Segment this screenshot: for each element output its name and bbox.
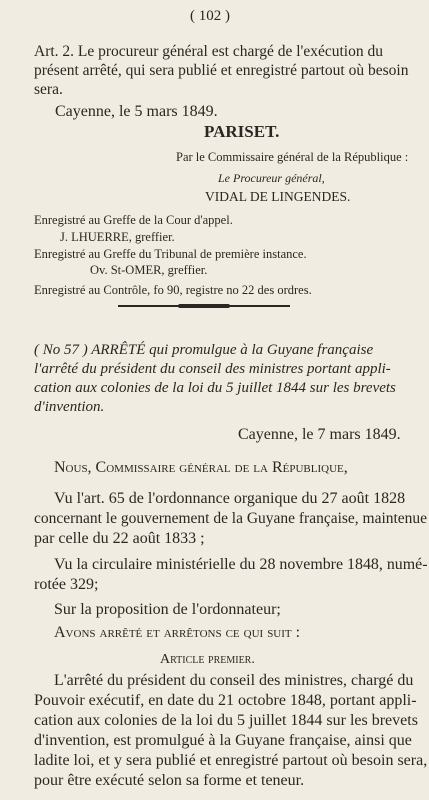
article-body-4: d'invention, est promulgué à la Guyane française, ainsi que xyxy=(34,732,412,749)
arrete-heading-2: l'arrêté du président du conseil des ministres portant appli- xyxy=(34,361,391,377)
vu-1-line-c: par celle du 22 août 1833 ; xyxy=(34,530,205,547)
registration-3: Enregistré au Contrôle, fo 90, registre no 22 des ordres. xyxy=(34,283,312,297)
clerk-1: J. LHUERRE, greffier. xyxy=(60,230,175,244)
art2-line-3: sera. xyxy=(34,81,63,98)
arrete-nous: Nous, Commissaire général de la République, xyxy=(54,459,348,476)
proposition: Sur la proposition de l'ordonnateur; xyxy=(54,601,281,618)
signature-pariset: PARISET. xyxy=(204,122,280,141)
arrete-heading-4: d'invention. xyxy=(34,399,105,415)
article-premier-title: Article premier. xyxy=(160,652,255,667)
vu-1-line-b: concernant le gouvernement de la Guyane française, maintenue xyxy=(34,510,428,527)
article-body-1: L'arrêté du président du conseil des ministres, chargé du xyxy=(54,672,414,689)
signature-procureur-name: VIDAL DE LINGENDES. xyxy=(205,189,351,204)
arrete-heading-3: cation aux colonies de la loi du 5 juillet 1844 sur les brevets xyxy=(34,380,396,396)
vu-1-line-a: Vu l'art. 65 de l'ordonnance organique du 27 août 1828 xyxy=(54,490,406,507)
vu-2-line-a: Vu la circulaire ministérielle du 28 novembre 1848, numé- xyxy=(54,556,428,573)
arrete-dateline: Cayenne, le 7 mars 1849. xyxy=(238,426,401,443)
registration-2: Enregistré au Greffe du Tribunal de première instance. xyxy=(34,247,307,261)
registration-1: Enregistré au Greffe de la Cour d'appel. xyxy=(34,213,233,227)
arrete-heading-1: ( No 57 ) ARRÊTÉ qui promulgue à la Guyane française xyxy=(34,342,374,358)
clerk-2: Ov. St-OMER, greffier. xyxy=(90,263,208,277)
article-body-6: pour être exécuté selon sa forme et teneur. xyxy=(34,772,305,789)
section-divider xyxy=(118,305,290,307)
article-body-2: Pouvoir exécutif, en date du 21 octobre 1848, portant appli- xyxy=(34,692,417,709)
dateline-1: Cayenne, le 5 mars 1849. xyxy=(55,103,218,120)
art2-line-1: Art. 2. Le procureur général est chargé de l'exécution du xyxy=(34,43,383,60)
art2-line-2: présent arrêté, qui sera publié et enregistré partout où besoin xyxy=(34,62,409,79)
article-body-5: ladite loi, et y sera publié et enregistré partout où besoin sera, xyxy=(34,752,428,769)
page-number: ( 102 ) xyxy=(190,8,230,24)
signature-procureur-title: Le Procureur général, xyxy=(218,171,325,185)
article-body-3: cation aux colonies de la loi du 5 juillet 1844 sur les brevets xyxy=(34,712,418,729)
signature-commissaire: Par le Commissaire général de la République : xyxy=(176,150,409,164)
vu-2-line-b: rotée 329; xyxy=(34,576,99,593)
avons-arrete: Avons arrêté et arrêtons ce qui suit : xyxy=(54,624,301,641)
